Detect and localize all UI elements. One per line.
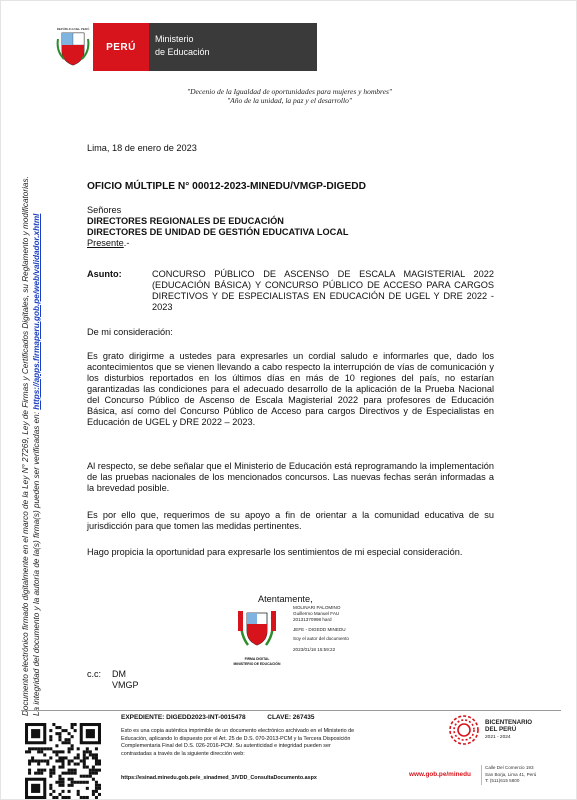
address-line3: T: (511)615 5800 (485, 778, 520, 783)
ministry-address (481, 765, 536, 785)
signer-ruc: 20131370998 hard (293, 616, 332, 622)
recipient-regional: DIRECTORES REGIONALES DE EDUCACIÓN (87, 216, 284, 226)
authenticity-note: Esto es una copia auténtica imprimible de un documento electrónico archivado en el Ministerio de Educación, aplicando lo dispuesto por el Art. 25 de D.S. 070-2013-PCM y la Tercera Disposición Complementaria Final del D.S. 026-2016-PCM. Su autenticidad e integridad pueden ser contrastadas a través de la siguiente dirección web: (121, 728, 355, 757)
bicentenario-line2: DEL PERÚ (485, 726, 517, 734)
expediente-line (121, 714, 314, 721)
signature-reason: Soy el autor del documento (293, 636, 349, 642)
presente-line (87, 238, 494, 249)
side-note-line2-text: La integridad del documento y la autoría de la(s) firma(s) pueden ser verificadas en: (32, 411, 41, 716)
seal-line2: MINISTERIO DE EDUCACIÓN (233, 661, 281, 666)
paragraph-4: Hago propicia la oportunidad para expresarle los sentimientos de mi especial consideración. (87, 547, 463, 557)
shield-caption: REPÚBLICA DEL PERÚ (56, 27, 90, 31)
decenio-line1: "Decenio de la Igualdad de oportunidades para mujeres y hombres" (186, 87, 393, 96)
peru-coat-of-arms-icon (53, 23, 93, 71)
decenio-motto (1, 87, 577, 105)
ministry-brand (149, 23, 317, 71)
bicentenario-line1: BICENTENARIO (485, 718, 533, 726)
expediente-number: EXPEDIENTE: DIGEDD2023-INT-0015478 (121, 714, 246, 721)
closing: Atentamente, (258, 594, 313, 604)
signer-name: MOLINARI PALOMINO (293, 605, 341, 610)
cc-label: c.c: (87, 669, 102, 679)
seal-line1: FIRMA DIGITAL (244, 657, 270, 661)
bicentenario-years: 2021 - 2024 (485, 734, 511, 740)
paragraph-2: Al respecto, se debe señalar que el Ministerio de Educación está reprogramando la implementación de las pruebas nacionales de los mencionados concursos. Las nuevas fechas serán informadas a la brevedad posible. (87, 461, 494, 493)
digital-signature-side-note (20, 76, 42, 716)
side-note-line1: Documento electrónico firmado digitalmente en el marco de la Ley N° 27269, Ley de Firmas y Certificados Digitales, su Reglamento y modificatorias. (21, 176, 30, 716)
asunto-block (87, 269, 494, 313)
letter-date: Lima, 18 de enero de 2023 (87, 143, 197, 153)
verification-url[interactable]: https://esinad.minedu.gob.pe/e_sinadmed_3/VDD_ConsultaDocumento.aspx (121, 775, 317, 781)
qr-code-icon (25, 723, 101, 799)
address-line2: San Borja, Lima 41, Perú (485, 771, 537, 777)
salutation: Señores (87, 205, 122, 215)
side-note-line2 (31, 76, 42, 716)
minedu-header (53, 23, 317, 71)
cc-item-dm: DM (112, 669, 126, 679)
asunto-text: CONCURSO PÚBLICO DE ASCENSO DE ESCALA MAGISTERIAL 2022 (EDUCACIÓN BÁSICA) Y CONCURSO PÚBLICO DE ACCESO PARA CARGOS DIRECTIVOS Y DE ESPECIALISTAS EN EDUCACIÓN DE UGEL Y DRE 2022 - 2023 (152, 269, 494, 312)
footer-divider (21, 710, 561, 711)
signature-timestamp: 2023/01/18 15:59:22 (293, 646, 336, 652)
presente-suffix: .- (123, 238, 130, 248)
paragraph-1: Es grato dirigirme a ustedes para expresarles un cordial saludo e informarles que, dado los acontecimientos que se vienen llevando a cabo respecto la interrupción de vías de comunicación y los disturbios reportados en los últimos días en más de 10 regiones del país, no estarían garantizadas las condiciones para el adecuado desarrollo de la aplicación de la Prueba Nacional del Concurso Público de Ascenso de Escala Magisterial 2022 para profesores de Educación Básica, así como del Concurso Público de Acceso para cargos Directivos y de Especialistas en Educación de UGEL y DRE 2022 – 2023. (87, 351, 494, 427)
recipient-ugel: DIRECTORES DE UNIDAD DE GESTIÓN EDUCATIVA LOCAL (87, 227, 349, 237)
signature-info (293, 605, 349, 653)
digital-signature-seal (227, 605, 287, 671)
bicentenario-logo (447, 713, 532, 747)
peru-brand: PERÚ (93, 23, 149, 71)
presente: Presente (87, 238, 124, 248)
greeting: De mi consideración: (87, 327, 173, 337)
ministry-line1: Ministerio (155, 34, 194, 44)
addressee-block (87, 205, 494, 249)
bicentenario-text (485, 719, 532, 742)
asunto-label: Asunto: (87, 269, 122, 279)
decenio-line2: "Año de la unidad, la paz y el desarrollo" (227, 96, 352, 105)
paragraph-3: Es por ello que, requerimos de su apoyo a fin de orientar a la comunidad educativa de su jurisdicción para que tomen las medidas pertinentes. (87, 510, 494, 531)
oficio-number: OFICIO MÚLTIPLE N° 00012-2023-MINEDU/VMGP-DIGEDD (87, 181, 366, 192)
validator-link[interactable]: https://apps.firmaperu.gob.pe/web/validador.xhtml (32, 213, 41, 410)
cc-block (87, 669, 139, 691)
address-line1: Calle Del Comercio 193 (485, 765, 534, 770)
seal-caption (234, 657, 281, 666)
coat-of-arms-seal-icon (234, 605, 280, 655)
cc-item-vmgp: VMGP (112, 680, 139, 690)
clave: CLAVE: 267435 (267, 714, 315, 721)
bicentenario-sun-icon (447, 713, 481, 747)
signer-name2: Guillermo Manuel FAU (293, 610, 340, 616)
signer-role: JEFE - DIGEDD MINEDU (293, 627, 346, 633)
ministry-line2: de Educación (155, 47, 210, 57)
gob-minedu-link[interactable]: www.gob.pe/minedu (409, 771, 471, 778)
